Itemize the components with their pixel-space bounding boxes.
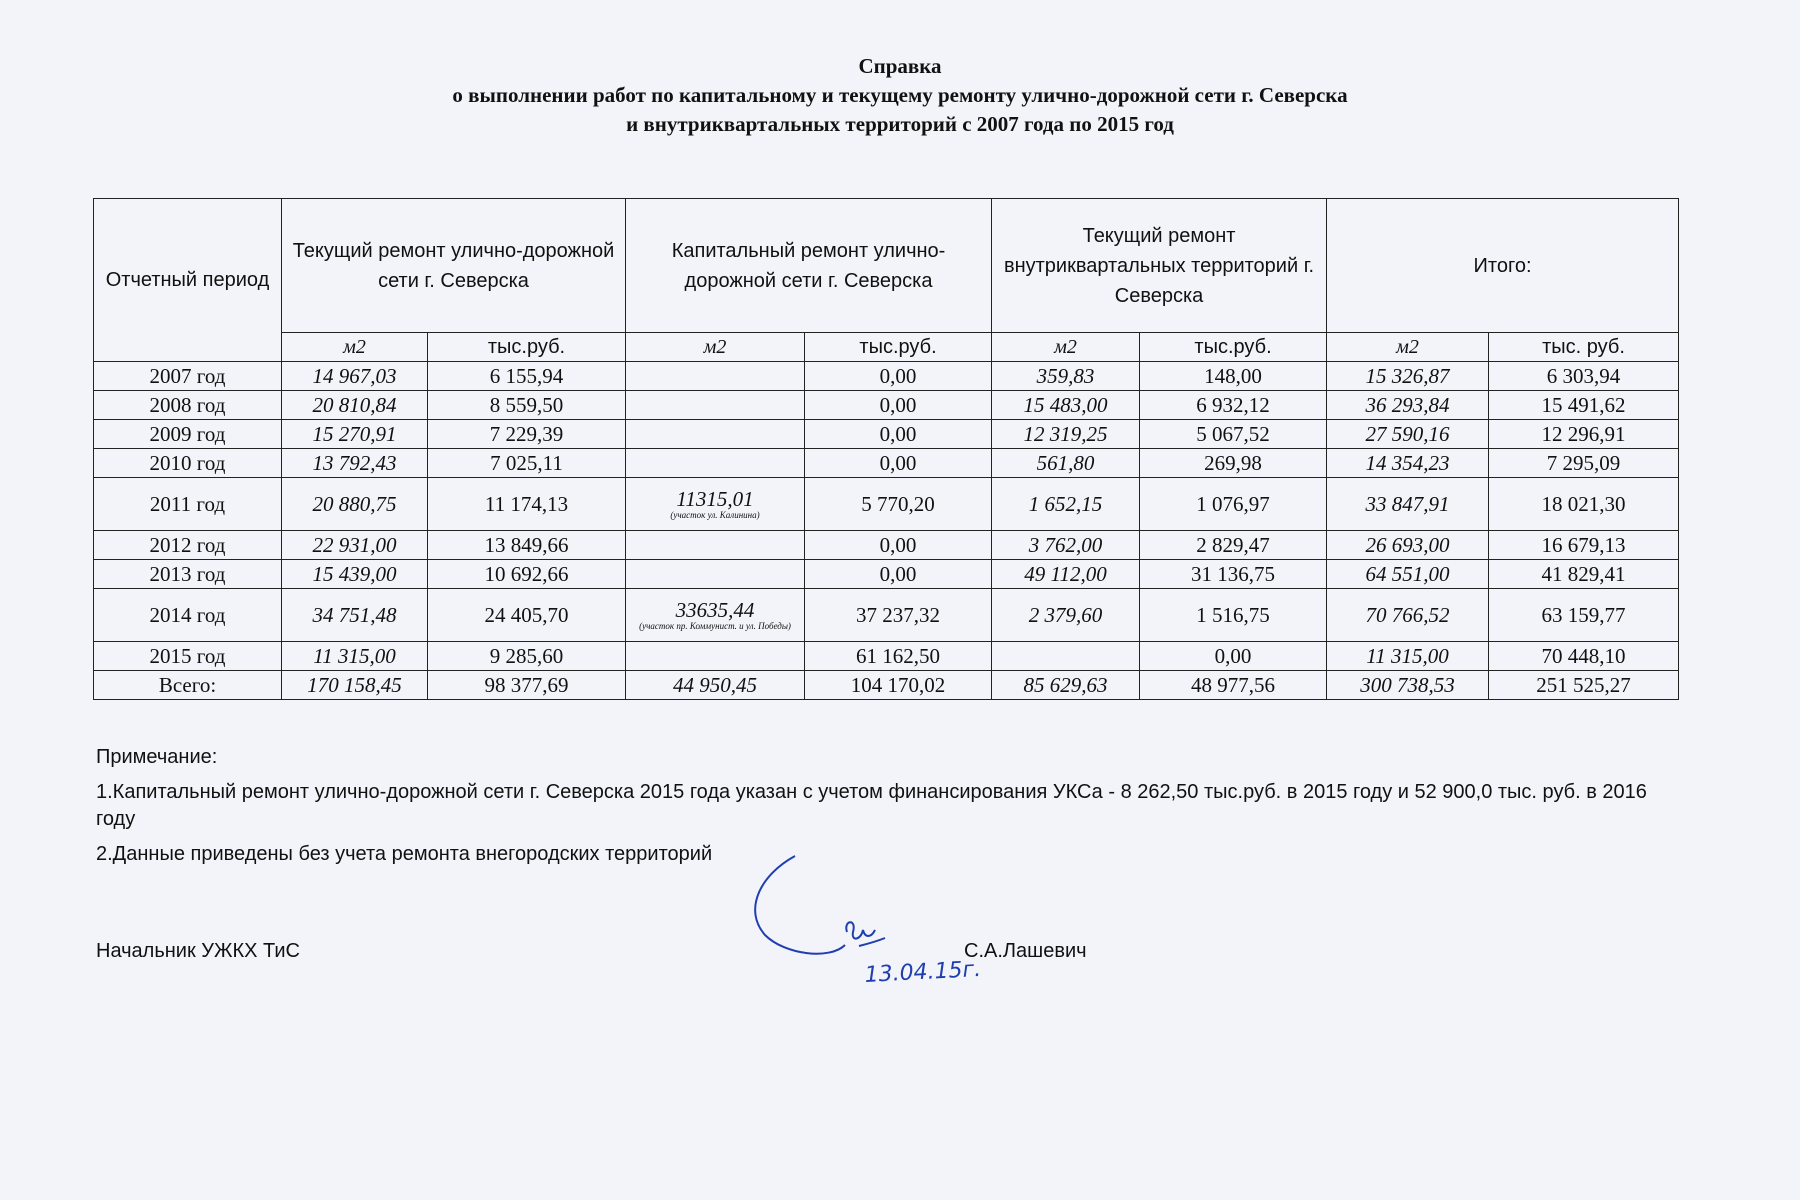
title-line-2: о выполнении работ по капитальному и текущему ремонту улично-дорожной сети г. Северска	[452, 83, 1348, 107]
capital-area-note: (участок пр. Коммунист. и ул. Победы)	[639, 620, 791, 631]
cell-total-m2: 64 551,00	[1327, 560, 1489, 589]
header-current-yard: Текущий ремонт внутриквартальных территорий г. Северска	[992, 199, 1327, 333]
cell-total-m2: 27 590,16	[1327, 420, 1489, 449]
cell-current-road-rub: 13 849,66	[428, 531, 626, 560]
cell-capital-road-rub: 0,00	[805, 420, 992, 449]
cell-current-road-rub: 7 229,39	[428, 420, 626, 449]
cell-capital-road-m2	[626, 531, 805, 560]
cell-total-rub: 6 303,94	[1489, 362, 1679, 391]
table-row	[94, 449, 1679, 478]
cell-capital-road-m2	[626, 420, 805, 449]
cell-capital-road-rub: 0,00	[805, 391, 992, 420]
cell-current-yard-rub: 269,98	[1140, 449, 1327, 478]
cell-current-yard-rub: 0,00	[1140, 642, 1327, 671]
row-year: 2008 год	[94, 391, 282, 420]
cell-current-yard-rub: 148,00	[1140, 362, 1327, 391]
cell-current-road-rub: 11 174,13	[428, 478, 626, 531]
cell-capital-road-m2	[626, 449, 805, 478]
row-year: 2012 год	[94, 531, 282, 560]
signature-loop-stroke	[755, 856, 845, 954]
cell-capital-road-rub: 0,00	[805, 531, 992, 560]
row-year: 2007 год	[94, 362, 282, 391]
cell-current-yard-rub: 31 136,75	[1140, 560, 1327, 589]
cell-current-yard-m2: 1 652,15	[992, 478, 1140, 531]
table-row	[94, 589, 1679, 642]
cell-total-rub: 16 679,13	[1489, 531, 1679, 560]
unit-header: тыс.руб.	[428, 333, 626, 362]
cell-current-road-rub: 6 155,94	[428, 362, 626, 391]
unit-header: тыс.руб.	[1140, 333, 1327, 362]
unit-header: м2	[282, 333, 428, 362]
cell-capital-road-m2	[626, 478, 805, 531]
header-period: Отчетный период	[94, 199, 282, 362]
total-row	[94, 671, 1679, 700]
cell-total-rub: 7 295,09	[1489, 449, 1679, 478]
total-current-yard-rub: 48 977,56	[1140, 671, 1327, 700]
cell-current-road-rub: 8 559,50	[428, 391, 626, 420]
cell-current-yard-m2: 2 379,60	[992, 589, 1140, 642]
total-current-yard-m2: 85 629,63	[992, 671, 1140, 700]
cell-total-m2: 33 847,91	[1327, 478, 1489, 531]
cell-capital-road-rub: 37 237,32	[805, 589, 992, 642]
unit-header: тыс. руб.	[1489, 333, 1679, 362]
cell-current-road-rub: 10 692,66	[428, 560, 626, 589]
report-table	[93, 198, 1679, 700]
row-year: 2015 год	[94, 642, 282, 671]
total-label: Всего:	[94, 671, 282, 700]
cell-current-yard-m2: 49 112,00	[992, 560, 1140, 589]
cell-current-yard-rub: 6 932,12	[1140, 391, 1327, 420]
cell-current-road-m2: 15 270,91	[282, 420, 428, 449]
title-line-3: и внутриквартальных территорий с 2007 года по 2015 год	[626, 112, 1174, 136]
table-row	[94, 420, 1679, 449]
table-row	[94, 391, 1679, 420]
cell-current-yard-m2: 12 319,25	[992, 420, 1140, 449]
cell-current-yard-rub: 5 067,52	[1140, 420, 1327, 449]
signature-date: 13.04.15г.	[864, 956, 982, 988]
cell-total-m2: 70 766,52	[1327, 589, 1489, 642]
table-row	[94, 478, 1679, 531]
signature-initials-stroke	[846, 922, 885, 946]
row-year: 2011 год	[94, 478, 282, 531]
table-row	[94, 642, 1679, 671]
cell-current-road-m2: 11 315,00	[282, 642, 428, 671]
total-capital-road-rub: 104 170,02	[805, 671, 992, 700]
row-year: 2013 год	[94, 560, 282, 589]
row-year: 2014 год	[94, 589, 282, 642]
cell-current-road-m2: 20 810,84	[282, 391, 428, 420]
cell-capital-road-m2	[626, 642, 805, 671]
cell-capital-road-rub: 0,00	[805, 362, 992, 391]
header-total: Итого:	[1327, 199, 1679, 333]
notes-heading: Примечание:	[96, 746, 218, 768]
cell-current-yard-m2: 3 762,00	[992, 531, 1140, 560]
cell-current-road-m2: 15 439,00	[282, 560, 428, 589]
cell-current-yard-m2: 15 483,00	[992, 391, 1140, 420]
document-title	[0, 52, 1800, 139]
table-row	[94, 362, 1679, 391]
cell-current-yard-m2: 359,83	[992, 362, 1140, 391]
unit-header: м2	[1327, 333, 1489, 362]
cell-total-m2: 36 293,84	[1327, 391, 1489, 420]
capital-area-note: (участок ул. Калинина)	[670, 509, 760, 520]
cell-current-yard-rub: 2 829,47	[1140, 531, 1327, 560]
note-item: 1.Капитальный ремонт улично-дорожной сети г. Северска 2015 года указан с учетом финансирования УКСа - 8 262,50 тыс.руб. в 2015 году и 52 900,0 тыс. руб. в 2016 году	[96, 781, 1647, 830]
header-current-road: Текущий ремонт улично-дорожной сети г. Северска	[282, 199, 626, 333]
row-year: 2009 год	[94, 420, 282, 449]
cell-current-road-m2: 34 751,48	[282, 589, 428, 642]
cell-total-rub: 63 159,77	[1489, 589, 1679, 642]
cell-current-road-rub: 7 025,11	[428, 449, 626, 478]
cell-current-road-m2: 22 931,00	[282, 531, 428, 560]
cell-capital-road-rub: 0,00	[805, 560, 992, 589]
title-line-1: Справка	[858, 54, 942, 78]
total-total-m2: 300 738,53	[1327, 671, 1489, 700]
table-row	[94, 531, 1679, 560]
total-capital-road-m2: 44 950,45	[626, 671, 805, 700]
unit-header: м2	[626, 333, 805, 362]
table-row	[94, 560, 1679, 589]
cell-current-road-m2: 13 792,43	[282, 449, 428, 478]
cell-capital-road-m2	[626, 391, 805, 420]
cell-current-road-rub: 24 405,70	[428, 589, 626, 642]
cell-capital-road-m2	[626, 362, 805, 391]
cell-total-m2: 26 693,00	[1327, 531, 1489, 560]
cell-capital-road-m2	[626, 589, 805, 642]
capital-area-value: 11315,01	[676, 486, 754, 511]
cell-current-yard-rub: 1 516,75	[1140, 589, 1327, 642]
cell-total-m2: 14 354,23	[1327, 449, 1489, 478]
cell-current-yard-m2: 561,80	[992, 449, 1140, 478]
cell-total-m2: 15 326,87	[1327, 362, 1489, 391]
signer-position: Начальник УЖКХ ТиС	[96, 940, 300, 962]
header-capital-road: Капитальный ремонт улично-дорожной сети г. Северска	[626, 199, 992, 333]
cell-current-yard-rub: 1 076,97	[1140, 478, 1327, 531]
note-item: 2.Данные приведены без учета ремонта внегородских территорий	[96, 843, 713, 865]
cell-capital-road-rub: 0,00	[805, 449, 992, 478]
cell-total-rub: 15 491,62	[1489, 391, 1679, 420]
cell-current-road-m2: 14 967,03	[282, 362, 428, 391]
row-year: 2010 год	[94, 449, 282, 478]
signer-name: С.А.Лашевич	[964, 940, 1087, 962]
cell-total-rub: 70 448,10	[1489, 642, 1679, 671]
cell-total-m2: 11 315,00	[1327, 642, 1489, 671]
unit-header: м2	[992, 333, 1140, 362]
cell-current-yard-m2	[992, 642, 1140, 671]
handwritten-signature	[735, 850, 1015, 1010]
unit-header: тыс.руб.	[805, 333, 992, 362]
cell-current-road-rub: 9 285,60	[428, 642, 626, 671]
cell-capital-road-rub: 61 162,50	[805, 642, 992, 671]
capital-area-value: 33635,44	[675, 597, 755, 622]
cell-capital-road-m2	[626, 560, 805, 589]
total-current-road-m2: 170 158,45	[282, 671, 428, 700]
cell-total-rub: 18 021,30	[1489, 478, 1679, 531]
cell-total-rub: 12 296,91	[1489, 420, 1679, 449]
cell-total-rub: 41 829,41	[1489, 560, 1679, 589]
total-current-road-rub: 98 377,69	[428, 671, 626, 700]
total-total-rub: 251 525,27	[1489, 671, 1679, 700]
cell-capital-road-rub: 5 770,20	[805, 478, 992, 531]
cell-current-road-m2: 20 880,75	[282, 478, 428, 531]
